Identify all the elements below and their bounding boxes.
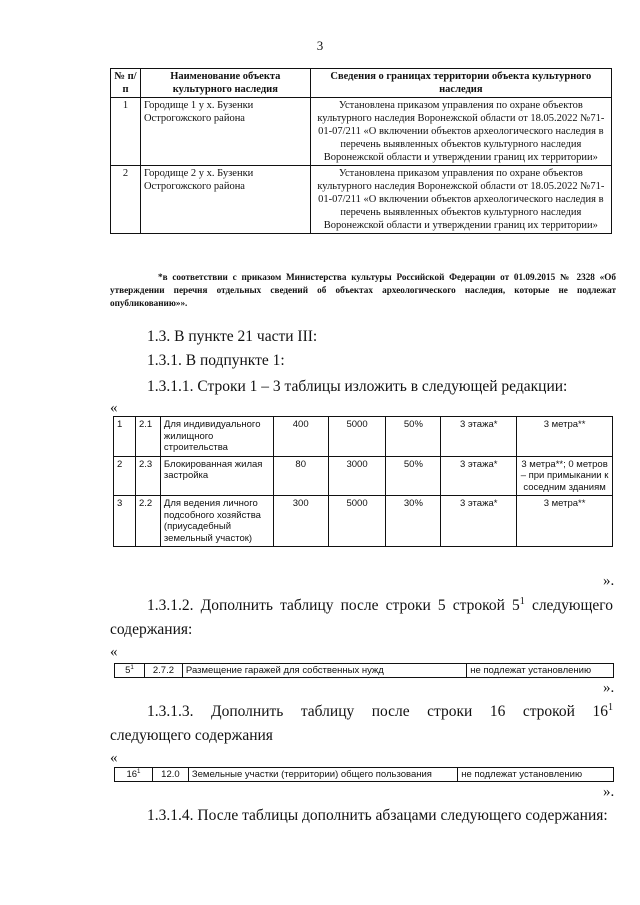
table-row [115,664,614,678]
paragraph-text: 1.3.1.3. Дополнить таблицу после строки 16 строкой 16 [147,703,608,720]
quote-open: « [110,400,118,416]
superscript: 1 [607,701,613,713]
table-row [114,496,613,547]
paragraph-1-3-1-3-cont: следующего содержания [110,727,273,744]
paragraph-1-3-1-4: 1.3.1.4. После таблицы дополнить абзацами следующего содержания: [147,807,608,824]
paragraph-1-3-1-2-cont: содержания: [110,621,193,638]
cell-name: Для индивидуального жилищного строительства [160,417,273,457]
paragraph-text: 1.3.1.2. Дополнить таблицу после строки 5 строкой 5 [147,597,520,614]
header-name: Наименование объекта культурного наследия [140,69,310,98]
cell-num: 1 [111,98,141,166]
paragraph-1-3-1: 1.3.1. В подпункте 1: [147,352,285,369]
superscript: 1 [130,663,134,671]
cell-info: Установлена приказом управления по охране объектов культурного наследия Воронежской области от 18.05.2022 №71-01-07/211 «О включении объектов археологического наследия в перечень выявленных объектов культурного наследия Воронежской области и утверждении границ их территории» [310,98,611,166]
cell-min-area: 80 [273,456,328,496]
zoning-table [113,416,613,547]
footnote-text: *в соответствии с приказом Министерства культуры Российской Федерации от 01.09.2015 № 2328 «Об утверждении перечня отдельных сведений об объектах археологического наследия, которые не подлежат опубликованию»». [110,272,616,308]
cell-min-area: 400 [273,417,328,457]
paragraph-1-3: 1.3. В пункте 21 части III: [147,328,318,345]
cell-floors: 3 этажа* [441,417,517,457]
cell-row-num: 1 [114,417,136,457]
cell-offset: 3 метра** [517,417,613,457]
quote-open: « [110,750,118,766]
quote-close: ». [603,680,615,696]
cell-code: 2.2 [135,496,160,547]
paragraph-1-3-1-1: 1.3.1.1. Строки 1 – 3 таблицы изложить в следующей редакции: [147,378,568,395]
quote-close: ». [603,784,615,800]
cell-name: Для ведения личного подсобного хозяйства (приусадебный земельный участок) [160,496,273,547]
superscript: 1 [137,767,141,775]
table-row [114,456,613,496]
cell-max-area: 5000 [328,496,386,547]
garage-row-table [114,663,614,678]
cell-name: Городище 2 у х. Бузенки Острогожского района [140,166,310,234]
cell-name: Размещение гаражей для собственных нужд [182,664,466,678]
page-number: 3 [316,38,324,53]
quote-open: « [110,644,118,660]
cell-max-area: 5000 [328,417,386,457]
cell-name: Городище 1 у х. Бузенки Острогожского района [140,98,310,166]
paragraph-1-3-1-2 [147,597,613,615]
row-num: 16 [126,769,138,780]
table-row [111,166,612,234]
cell-num: 2 [111,166,141,234]
table-row [114,417,613,457]
cell-floors: 3 этажа* [441,496,517,547]
superscript: 1 [519,595,525,607]
paragraph-text: следующего [524,597,613,614]
cell-min-area: 300 [273,496,328,547]
cell-info: Установлена приказом управления по охране объектов культурного наследия Воронежской области от 18.05.2022 №71-01-07/211 «О включении объектов археологического наследия в перечень выявленных объектов культурного наследия Воронежской области и утверждении границ их территории» [310,166,611,234]
table-header-row [111,69,612,98]
cell-name: Земельные участки (территории) общего пользования [188,768,457,782]
cell-max-area: 3000 [328,456,386,496]
cell-value: не подлежат установлению [458,768,614,782]
header-info: Сведения о границах территории объекта культурного наследия [310,69,611,98]
cell-percent: 50% [386,456,441,496]
header-num: № п/п [111,69,141,98]
paragraph-1-3-1-3 [147,703,613,721]
cell-row-num [115,768,153,782]
cell-name: Блокированная жилая застройка [160,456,273,496]
quote-close: ». [603,573,615,589]
heritage-table [110,68,612,234]
cell-floors: 3 этажа* [441,456,517,496]
public-land-row-table [114,767,614,782]
cell-offset: 3 метра**; 0 метров – при примыкании к соседним зданиям [517,456,613,496]
cell-code: 12.0 [152,768,188,782]
footnote [110,271,616,310]
cell-row-num: 3 [114,496,136,547]
cell-code: 2.7.2 [144,664,182,678]
cell-code: 2.1 [135,417,160,457]
cell-code: 2.3 [135,456,160,496]
table-row [115,768,614,782]
cell-percent: 50% [386,417,441,457]
cell-percent: 30% [386,496,441,547]
cell-row-num: 2 [114,456,136,496]
cell-offset: 3 метра** [517,496,613,547]
row-num: 5 [125,665,131,676]
cell-row-num [115,664,145,678]
table-row [111,98,612,166]
cell-value: не подлежат установлению [467,664,614,678]
